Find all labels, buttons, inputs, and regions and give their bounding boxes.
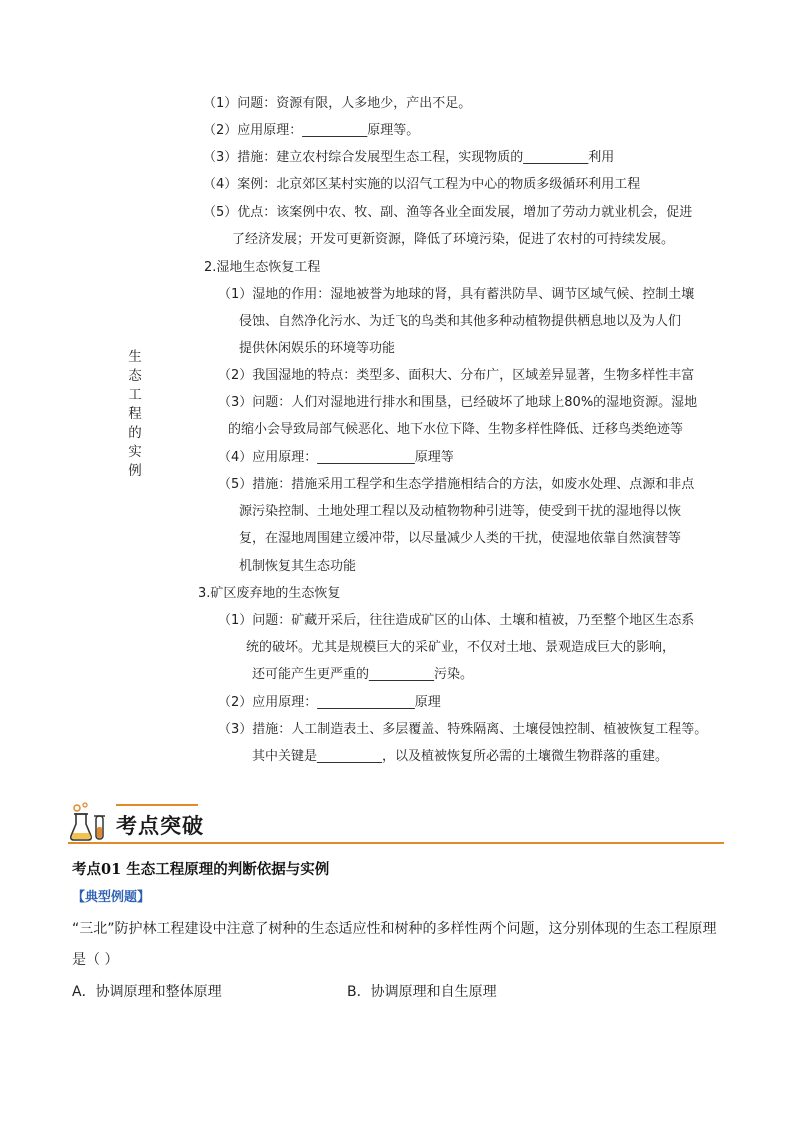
example-tag: 【典型例题】	[72, 890, 151, 905]
text-line: 的缩小会导致局部气候恶化、地下水位下降、生物多样性降低、迁移鸟类绝迹等	[228, 422, 684, 437]
text-line: （4）案例：北京郊区某村实施的以沼气工程为中心的物质多级循环利用工程	[203, 177, 641, 192]
banner-title: 考点突破	[116, 813, 204, 838]
text-line: 其中关键是__________，以及植被恢复所必需的土壤微生物群落的重建。	[252, 749, 669, 764]
text-line: （1）问题：矿藏开采后，往往造成矿区的山体、土壤和植被，乃至整个地区生态系	[218, 613, 695, 628]
text-line: （2）我国湿地的特点：类型多、面积大、分布广，区域差异显著，生物多样性丰富	[218, 368, 695, 383]
text-line: （3）措施：建立农村综合发展型生态工程，实现物质的__________利用	[203, 150, 615, 165]
text-line: 源污染控制、土地处理工程以及动植物物种引进等，使受到干扰的湿地得以恢	[239, 504, 682, 519]
text-line: （2）应用原理：_______________原理	[218, 695, 441, 710]
text-line: 机制恢复其生态功能	[239, 559, 357, 574]
lab-flask-icon	[70, 802, 110, 842]
text-line: （4）应用原理：_______________原理等	[218, 450, 454, 465]
text-line: 还可能产生更严重的__________污染。	[252, 667, 474, 682]
section-banner	[68, 802, 724, 846]
text-line: （3）问题：人们对湿地进行排水和围垦，已经破坏了地球上80%的湿地资源。湿地	[218, 395, 698, 410]
banner-divider	[68, 842, 724, 844]
text-line: 了经济发展；开发可更新资源，降低了环境污染，促进了农村的可持续发展。	[232, 232, 675, 247]
text-line: （1）湿地的作用：湿地被誉为地球的肾，具有蓄洪防旱、调节区域气候、控制土壤	[218, 287, 695, 302]
text-line: （1）问题：资源有限，人多地少，产出不足。	[203, 96, 472, 111]
section-heading: 2.湿地生态恢复工程	[204, 260, 321, 275]
kaodian-title: 考点01 生态工程原理的判断依据与实例	[72, 861, 330, 878]
option-b[interactable]: B．协调原理和自生原理	[347, 984, 497, 1000]
option-a[interactable]: A．协调原理和整体原理	[72, 984, 222, 1000]
question-text: 是（ ）	[72, 952, 119, 968]
text-line: 复，在湿地周围建立缓冲带，以尽量减少人类的干扰，使湿地依靠自然演替等	[239, 531, 682, 546]
question-text: “三北”防护林工程建设中注意了树种的生态适应性和树种的多样性两个问题，这分别体现的生态工程原理	[72, 921, 717, 937]
text-line: （3）措施：人工制造表土、多层覆盖、特殊隔离、土壤侵蚀控制、植被恢复工程等。	[218, 722, 708, 737]
text-line: 侵蚀、自然净化污水、为迁飞的鸟类和其他多种动植物提供栖息地以及为人们	[239, 314, 682, 329]
text-line: 提供休闲娱乐的环境等功能	[239, 341, 396, 356]
text-line: （5）措施：措施采用工程学和生态学措施相结合的方法，如废水处理、点源和非点	[218, 477, 695, 492]
side-category-label: 生态工程的实例	[128, 349, 142, 479]
text-line: （2）应用原理：__________原理等。	[203, 123, 420, 138]
text-line: 统的破坏。尤其是规模巨大的采矿业，不仅对土地、景观造成巨大的影响，	[246, 640, 676, 655]
text-line: （5）优点：该案例中农、牧、副、渔等各业全面发展，增加了劳动力就业机会，促进	[203, 205, 693, 220]
section-heading: 3.矿区废弃地的生态恢复	[198, 586, 341, 601]
banner-accent-line	[116, 804, 198, 806]
